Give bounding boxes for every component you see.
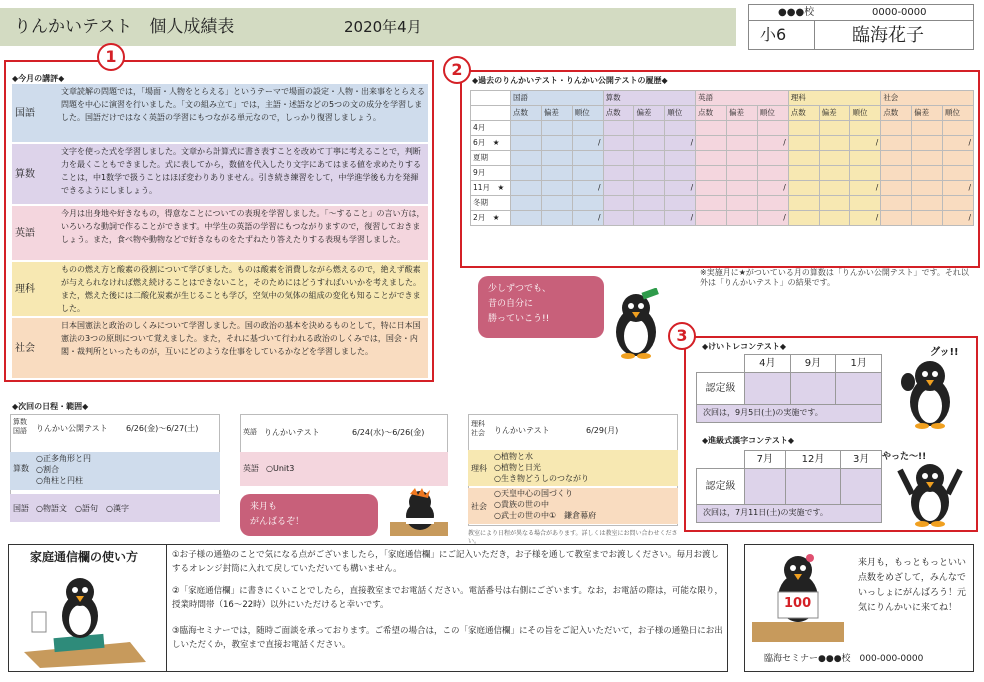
history-month: 2月 ★ (471, 211, 511, 226)
history-cell (912, 181, 943, 196)
keisan-month: 1月 (836, 355, 882, 373)
lesson-subject: 算数 (15, 168, 35, 180)
schedule-item: ○武士の世の中① 鎌倉幕府 (494, 511, 597, 520)
schedule-item: ○天皇中心の国づくり (494, 489, 573, 498)
history-cell (757, 151, 788, 166)
kanji-cell (841, 469, 882, 505)
schedule-item: ○物語文 ○語句 ○漢字 (36, 504, 129, 513)
history-cell (696, 151, 727, 166)
schedule-date: 6/26(金)～6/27(土) (126, 424, 199, 433)
history-cell: / (943, 211, 974, 226)
history-cell (696, 121, 727, 136)
history-cell: / (572, 211, 603, 226)
page-title: りんかいテスト 個人成績表 (14, 17, 235, 37)
schedule-row-subject: 算数 (13, 464, 29, 473)
history-cell (572, 196, 603, 211)
history-column-header: 順位 (943, 106, 974, 121)
history-cell: / (665, 211, 696, 226)
keisan-cell (836, 373, 882, 405)
history-cell (881, 121, 912, 136)
schedule-date: 6/29(月) (586, 426, 619, 435)
history-cell (819, 211, 850, 226)
schedule-row-subject: 理科 (471, 464, 487, 473)
id-divider (814, 20, 815, 50)
history-cell (819, 166, 850, 181)
keisan-month: 4月 (745, 355, 791, 373)
keisan-label: 認定級 (697, 373, 745, 405)
history-cell (634, 196, 665, 211)
history-cell (634, 211, 665, 226)
schedule-heading: ◆次回の日程・範囲◆ (12, 402, 89, 411)
history-cell (788, 196, 819, 211)
history-cell (881, 211, 912, 226)
history-cell (511, 166, 542, 181)
history-cell (912, 121, 943, 136)
history-cell (603, 211, 634, 226)
keisan-cell (790, 373, 836, 405)
history-month: 9月 (471, 166, 511, 181)
history-cell (788, 166, 819, 181)
history-cell (943, 166, 974, 181)
kanji-label: 認定級 (697, 469, 745, 505)
history-cell (665, 166, 696, 181)
schedule-row-subject: 英語 (243, 464, 259, 473)
lesson-text: 文章読解の問題では，「場面・人物をとらえる」というテーマで場面の設定・人物・出来事をとらえる問題を中心に演習を行いました。「文の組み立て」では，主語・述語などの5つの文の成分を学習しました。国語だけではなく英語の学習にもつながる単元なので，しっかり復習しましょう。 (61, 87, 425, 122)
history-cell (788, 211, 819, 226)
schedule-item: ○生き物どうしのつながり (494, 474, 589, 483)
history-cell (819, 196, 850, 211)
history-cell (541, 136, 572, 151)
keisan-month: 9月 (790, 355, 836, 373)
history-cell (912, 166, 943, 181)
history-note: ※実施月に★がついている月の算数は「りんかい公開テスト」です。それ以外は「りんかいテスト」の結果です。 (700, 268, 969, 288)
history-cell (757, 196, 788, 211)
history-column-header: 偏差 (634, 106, 665, 121)
history-cell (881, 196, 912, 211)
school-name: ●●●校 (778, 7, 815, 18)
history-column-header: 点数 (603, 106, 634, 121)
bubble-line: 勝っていこう!! (488, 314, 550, 324)
history-column-header: 点数 (511, 106, 542, 121)
schedule-row-subject: 国語 (13, 504, 29, 513)
history-cell (788, 136, 819, 151)
history-cell (603, 181, 634, 196)
history-column-header: 順位 (757, 106, 788, 121)
student-grade: 小6 (760, 25, 787, 44)
history-cell (511, 151, 542, 166)
bubble-line: がんばるぞ！ (250, 517, 305, 527)
history-cell: / (572, 181, 603, 196)
history-cell (634, 151, 665, 166)
history-cell: / (850, 136, 881, 151)
history-cell (511, 211, 542, 226)
lesson-text: 日本国憲法と政治のしくみについて学習しました。国の政治の基本を決めるものとして，特に日本国憲法の3つの原則について覚えました。また，それに基づいて行われる政治のしくみでは，国会・内閣・裁判所といったものが，互いにどのような仕事をしているかなどを学習しました。 (61, 321, 421, 356)
history-cell (572, 151, 603, 166)
history-cell (634, 121, 665, 136)
history-cell (665, 151, 696, 166)
history-cell: / (850, 211, 881, 226)
lesson-row (12, 84, 428, 142)
history-cell (696, 166, 727, 181)
history-subject-header: 英語 (696, 91, 789, 106)
history-cell (819, 151, 850, 166)
history-column-header: 点数 (881, 106, 912, 121)
history-cell: / (850, 181, 881, 196)
penguin-studying-icon (388, 488, 450, 538)
keisan-table (696, 354, 882, 423)
usage-paragraph: ③臨海セミナーでは，随時ご面談を承っております。ご希望の場合は，この「家庭通信欄」にその旨をご記入いただいて，お子様の通塾日にお出しいただくか，教室まで直接お電話ください。 (172, 626, 723, 650)
history-column-header: 順位 (665, 106, 696, 121)
history-cell (541, 211, 572, 226)
penguin-icon (604, 288, 668, 360)
history-cell (696, 181, 727, 196)
schedule-item: ○角柱と円柱 (36, 476, 83, 485)
history-cell (757, 166, 788, 181)
history-cell (819, 121, 850, 136)
lesson-subject: 理科 (15, 283, 35, 295)
history-column-header: 偏差 (541, 106, 572, 121)
history-cell (665, 121, 696, 136)
history-cell (727, 166, 758, 181)
schedule-item: ○割合 (36, 465, 59, 474)
schedule-item: ○正多角形と円 (36, 454, 91, 463)
schedule-subject-label: 英語 (243, 428, 257, 436)
history-cell (541, 181, 572, 196)
usage-paragraph: ①お子様の通塾のことで気になる点がございましたら，「家庭通信欄」にご記入いただき，お子様を通して教室までお渡しください。毎月お渡しするオレンジ封筒に入れて戻していただいても構いません。 (172, 550, 720, 574)
history-cell (727, 211, 758, 226)
history-column-header: 偏差 (819, 106, 850, 121)
history-corner (471, 106, 511, 121)
keisan-heading: ◆けいトレコンテスト◆ (702, 342, 786, 351)
history-cell (634, 136, 665, 151)
message-text: 来月も，もっともっといい点数をめざして，みんなでいっしょにがんばろう！元気にりんかいに来てね！ (858, 558, 967, 613)
history-cell: / (665, 136, 696, 151)
history-cell (788, 151, 819, 166)
student-code: 0000-0000 (872, 7, 927, 18)
schedule-test-name: りんかいテスト (264, 428, 320, 437)
usage-divider (166, 544, 167, 672)
history-cell (727, 181, 758, 196)
history-cell (850, 151, 881, 166)
history-cell (634, 166, 665, 181)
schedule-item: ○貴族の世の中 (494, 500, 549, 509)
keisan-cell (745, 373, 791, 405)
history-month: 6月 ★ (471, 136, 511, 151)
history-cell (788, 181, 819, 196)
history-cell (943, 151, 974, 166)
history-cell (696, 196, 727, 211)
history-month: 夏期 (471, 151, 511, 166)
history-cell (541, 166, 572, 181)
history-column-header: 点数 (788, 106, 819, 121)
history-cell (603, 166, 634, 181)
history-cell (819, 181, 850, 196)
schedule-item: ○Unit3 (266, 464, 295, 473)
usage-title: 家庭通信欄の使い方 (30, 550, 139, 564)
kanji-cell (785, 469, 841, 505)
bubble-line: 少しずつでも、 (488, 284, 552, 294)
kanji-cell (745, 469, 786, 505)
schedule-subject-label: 算数 (13, 418, 27, 426)
history-column-header: 順位 (850, 106, 881, 121)
history-cell: / (757, 181, 788, 196)
history-cell (541, 196, 572, 211)
marker-1: 1 (97, 43, 125, 71)
history-corner (471, 91, 511, 106)
history-cell: / (943, 181, 974, 196)
history-table (470, 90, 974, 226)
history-month: 11月 ★ (471, 181, 511, 196)
history-column-header: 偏差 (727, 106, 758, 121)
lesson-subject: 英語 (15, 227, 35, 239)
history-cell (912, 136, 943, 151)
penguin-cheer-icon (896, 458, 966, 528)
usage-paragraph: ②「家庭通信欄」に書きにくいことでしたら，直接教室までお電話ください。電話番号は右側にございます。なお，お電話の際は，可能な限り，授業時間帯（16～22時）以外にいただけると幸いです。 (172, 586, 723, 610)
history-cell (541, 151, 572, 166)
penguin-thumbsup-icon (896, 356, 966, 430)
kanji-month: 12月 (785, 451, 841, 469)
history-cell (727, 121, 758, 136)
lesson-row (12, 206, 428, 260)
history-cell (850, 166, 881, 181)
history-cell: / (665, 181, 696, 196)
gut-text: グッ!! (930, 347, 959, 358)
lesson-heading: ◆今月の講評◆ (12, 74, 65, 83)
lesson-subject: 社会 (15, 342, 35, 354)
history-cell: / (757, 136, 788, 151)
schedule-item: ○植物と水 (494, 452, 533, 461)
history-cell (912, 196, 943, 211)
history-cell (634, 181, 665, 196)
history-cell (511, 196, 542, 211)
history-cell (603, 121, 634, 136)
history-cell (881, 136, 912, 151)
history-column-header: 点数 (696, 106, 727, 121)
history-column-header: 偏差 (912, 106, 943, 121)
history-cell (511, 121, 542, 136)
message-footer: 臨海セミナー●●●校 000-000-0000 (764, 654, 924, 664)
history-cell (511, 181, 542, 196)
history-cell (665, 196, 696, 211)
schedule-test-name: りんかい公開テスト (36, 424, 108, 433)
lesson-row (12, 144, 428, 204)
bubble-line: 昔の自分に (488, 299, 534, 309)
marker-3: 3 (668, 322, 696, 350)
kanji-next: 次回は，7月11日(土)の実施です。 (697, 505, 882, 523)
history-month: 4月 (471, 121, 511, 136)
schedule-note: 教室により日程が異なる場合があります。詳しくは教室にお問い合わせください。 (468, 530, 678, 545)
history-cell (943, 196, 974, 211)
history-column-header: 順位 (572, 106, 603, 121)
schedule-subject-label: 社会 (471, 429, 485, 437)
history-cell (603, 151, 634, 166)
history-month: 冬期 (471, 196, 511, 211)
student-name: 臨海花子 (852, 25, 924, 46)
history-cell: / (757, 211, 788, 226)
encourage-bubble-2 (240, 494, 378, 536)
encourage-bubble (478, 276, 604, 338)
history-cell (511, 136, 542, 151)
history-cell (727, 196, 758, 211)
history-cell (881, 151, 912, 166)
lesson-text: ものの燃え方と酸素の役割について学びました。ものは酸素を消費しながら燃えるので，絶えず酸素が与えられなければ燃え続けることはできないこと，そのためにはどうすればいいかを考えました。また，燃えた後には二酸化炭素が生じることも学び，空気中の気体の組成の変化も知ることができました。 (61, 265, 421, 313)
score-100: 100 (784, 596, 812, 611)
kanji-heading: ◆進級式漢字コンテスト◆ (702, 436, 794, 445)
bubble-line: 来月も (250, 502, 278, 512)
history-cell (819, 136, 850, 151)
schedule-test-name: りんかいテスト (494, 426, 550, 435)
history-cell (757, 121, 788, 136)
schedule-row-subject: 社会 (471, 502, 487, 511)
history-cell (943, 121, 974, 136)
kanji-month: 3月 (841, 451, 882, 469)
history-cell (881, 166, 912, 181)
history-cell (541, 121, 572, 136)
schedule-item: ○植物と日光 (494, 463, 541, 472)
kanji-month: 7月 (745, 451, 786, 469)
schedule-date: 6/24(水)～6/26(金) (352, 428, 425, 437)
history-subject-header: 理科 (788, 91, 881, 106)
kanji-table (696, 450, 882, 523)
history-subject-header: 算数 (603, 91, 696, 106)
history-cell (850, 196, 881, 211)
history-cell (727, 136, 758, 151)
lesson-text: 文字を使った式を学習しました。文章から計算式に書き表すことを改めて丁寧に考えることで，判断力を最くこともできました。式に表してから，数値を代入したり文字にあてはまる値を求めたりすることは，中1数学で扱うことはほぼ変わりありません。引き続き練習をして，中学進学後も力を発揮できるようにしましょう。 (61, 147, 421, 195)
history-cell (696, 211, 727, 226)
history-cell (572, 121, 603, 136)
schedule-subject-label: 国語 (13, 427, 27, 435)
history-cell: / (943, 136, 974, 151)
history-cell (881, 181, 912, 196)
marker-2: 2 (443, 56, 471, 84)
yatta-text: やった～!! (882, 452, 927, 462)
history-cell (850, 121, 881, 136)
history-cell (603, 196, 634, 211)
history-cell (696, 136, 727, 151)
history-subject-header: 社会 (881, 91, 974, 106)
schedule-subject-label: 理科 (471, 420, 485, 428)
history-subject-header: 国語 (511, 91, 604, 106)
history-cell: / (572, 136, 603, 151)
penguin-writing-icon (20, 572, 150, 668)
history-cell (572, 166, 603, 181)
history-cell (727, 151, 758, 166)
id-divider (748, 20, 974, 21)
lesson-subject: 国語 (15, 107, 35, 119)
history-cell (912, 151, 943, 166)
lesson-row (12, 318, 428, 378)
history-cell (603, 136, 634, 151)
keisan-next: 次回は，9月5日(土)の実施です。 (697, 405, 882, 423)
report-date: 2020年4月 (344, 18, 422, 36)
history-cell (788, 121, 819, 136)
history-heading: ◆過去のりんかいテスト・りんかい公開テストの履歴◆ (472, 76, 668, 85)
lesson-row (12, 262, 428, 316)
lesson-text: 今月は出身地や好きなもの，得意なことについての表現を学習しました。「～すること」の言い方は，いろいろな動詞で作ることができます。中学生の英語の学習にもつながりますので，復習しておきましょう。また，食べ物や動物などで好きなものをたずねたり答えたりする表現も学習しました。 (61, 209, 425, 244)
history-cell (912, 211, 943, 226)
